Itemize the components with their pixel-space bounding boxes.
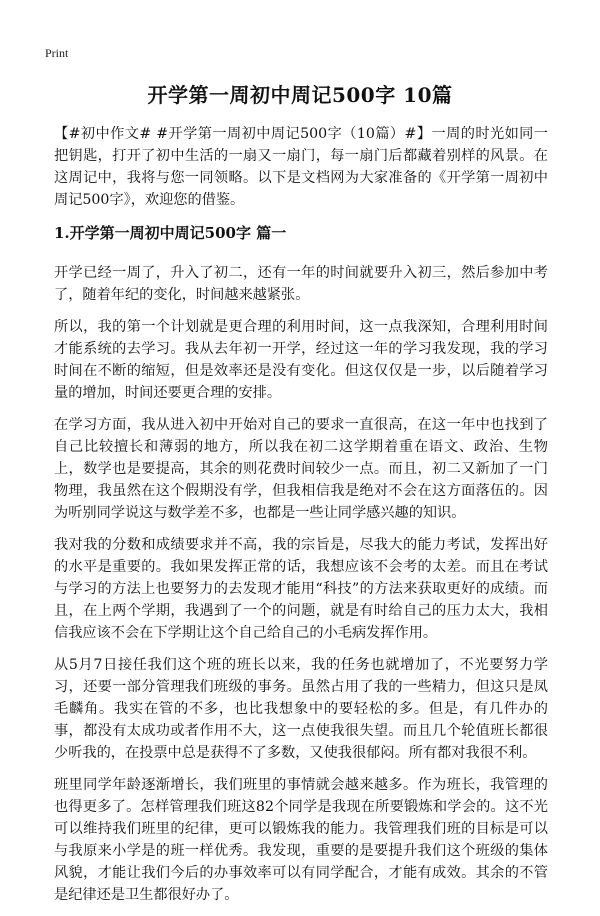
body-paragraph-3: 在学习方面，我从进入初中开始对自己的要求一直很高，在这一年中也找到了自己比较擅长和薄弱的地方，所以我在初二这学期着重在语文、政治、生物上，数学也是要提高，其余的则花费时间较少一点。而且，初二又新加了一门物理，我虽然在这个假期没有学，但我相信我是绝对不会在这方面落伍的。因为听别同学说这与数学差不多，也都是一些让同学感兴趣的知识。	[54, 417, 548, 521]
body-paragraph-6: 班里同学年龄逐渐增长，我们班里的事情就会越来越多。作为班长，我管理的也得更多了。怎样管理我们班这82个同学是我现在所要锻炼和学会的。这不光可以维持我们班里的纪律，更可以锻炼我的能力。我管理我们班的目标是可以与我原来小学是的班一样优秀。我发现，重要的是要提升我们这个班级的集体风貌，才能让我们今后的办事效率可以有同学配合，才能有成效。其余的不管是纪律还是卫生都很好办了。	[54, 777, 548, 903]
body-paragraph-2: 所以，我的第一个计划就是更合理的利用时间，这一点我深知，合理利用时间才能系统的去学习。我从去年初一开学，经过这一年的学习我发现，我的学习时间在不断的缩短，但是效率还是没有变化。但这仅仅是一步，以后随着学习量的增加，时间还要更合理的安排。	[54, 319, 548, 401]
body-paragraph-4: 我对我的分数和成绩要求并不高，我的宗旨是，尽我大的能力考试，发挥出好的水平是重要的。我如果发挥正常的话，我想应该不会考的太差。而且在考试与学习的方法上也要努力的去发现才能用“科技”的方法来获取更好的成绩。而且，在上两个学期，我遇到了一个的问题，就是有时给自己的压力太大，我相信我应该不会在下学期让这个自己给自己的小毛病发挥作用。	[54, 537, 548, 641]
intro-paragraph: 【#初中作文# #开学第一周初中周记500字（10篇）#】一周的时光如同一把钥匙，打开了初中生活的一扇又一扇门，每一扇门后都藏着别样的风景。在这周记中，我将与您一同领略。以下是文档网为大家准备的《开学第一周初中周记500字》，欢迎您的借鉴。	[54, 126, 548, 208]
body-paragraph-1: 开学已经一周了，升入了初二，还有一年的时间就要升入初三，然后参加中考了，随着年纪的变化，时间越来越紧张。	[54, 265, 548, 303]
print-link[interactable]: Print	[45, 46, 69, 60]
section-heading: 1.开学第一周初中周记500字 篇一	[54, 224, 287, 242]
page-title: 开学第一周初中周记500字 10篇	[147, 83, 453, 107]
body-paragraph-5: 从5月7日接任我们这个班的班长以来，我的任务也就增加了，不光要努力学习，还要一部分管理我们班级的事务。虽然占用了我的一些精力，但这只是凤毛麟角。我实在管的不多，也比我想象中的要轻松的多。但是，有几件办的事，都没有太成功或者作用不大，这一点使我很失望。而且几个轮值班长都很少听我的，在投票中总是获得不了多数，又使我很郁闷。所有都对我很不利。	[54, 657, 548, 761]
article-body	[54, 123, 548, 916]
